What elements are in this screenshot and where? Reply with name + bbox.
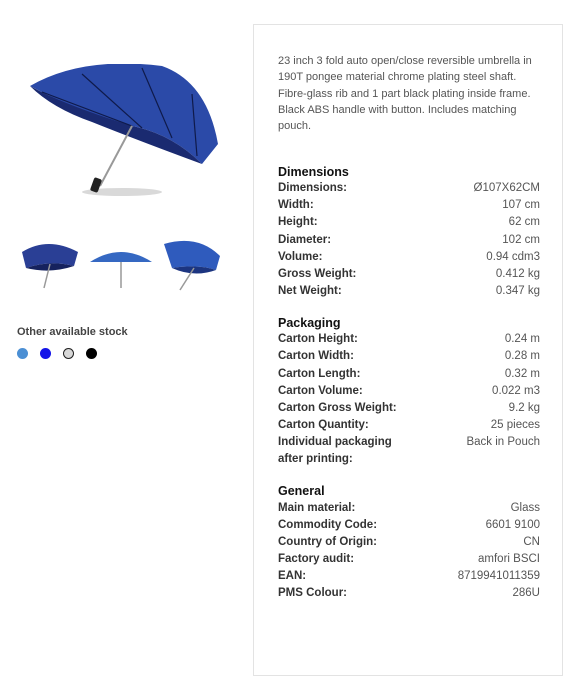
swatch-black[interactable] [86, 348, 97, 359]
spec-row: Carton Length: 0.32 m [278, 368, 540, 380]
spec-row: Main material: Glass [278, 502, 540, 514]
spec-row: Carton Height: 0.24 m [278, 333, 540, 345]
thumbnail-strip [18, 234, 228, 294]
spec-row: Individual packaging after printing: Back in Pouch [278, 436, 540, 465]
thumbnail-1[interactable] [18, 234, 84, 294]
spec-row: Height: 62 cm [278, 216, 540, 228]
spec-row: Gross Weight: 0.412 kg [278, 268, 540, 280]
spec-row: Commodity Code: 6601 9100 [278, 519, 540, 531]
spec-row: EAN: 8719941011359 [278, 570, 540, 582]
packaging-title: Packaging [278, 316, 341, 330]
general-title: General [278, 484, 325, 498]
spec-row: Diameter: 102 cm [278, 234, 540, 246]
main-product-image[interactable] [22, 64, 222, 206]
thumbnail-3[interactable] [158, 234, 224, 294]
swatch-light-blue[interactable] [17, 348, 28, 359]
swatch-royal-blue[interactable] [40, 348, 51, 359]
spec-row: Carton Width: 0.28 m [278, 350, 540, 362]
thumbnail-2[interactable] [88, 234, 154, 294]
spec-row: Country of Origin: CN [278, 536, 540, 548]
spec-row: Volume: 0.94 cdm3 [278, 251, 540, 263]
dimensions-title: Dimensions [278, 165, 349, 179]
other-stock-title: Other available stock [17, 326, 128, 338]
spec-row: Carton Gross Weight: 9.2 kg [278, 402, 540, 414]
spec-row: Dimensions: Ø107X62CM [278, 182, 540, 194]
spec-row: Width: 107 cm [278, 199, 540, 211]
umbrella-image [22, 64, 222, 206]
swatch-light-grey[interactable] [63, 348, 74, 359]
spec-row: Carton Volume: 0.022 m3 [278, 385, 540, 397]
specifications-panel [253, 24, 563, 676]
spec-row: Factory audit: amfori BSCI [278, 553, 540, 565]
spec-row: PMS Colour: 286U [278, 587, 540, 599]
product-description: 23 inch 3 fold auto open/close reversible umbrella in 190T pongee material chrome plating steel shaft. Fibre-glass rib and 1 part black plating inside frame. Black ABS handle with button. Includes matching pouch. [278, 55, 532, 133]
spec-row: Carton Quantity: 25 pieces [278, 419, 540, 431]
spec-row: Net Weight: 0.347 kg [278, 285, 540, 297]
